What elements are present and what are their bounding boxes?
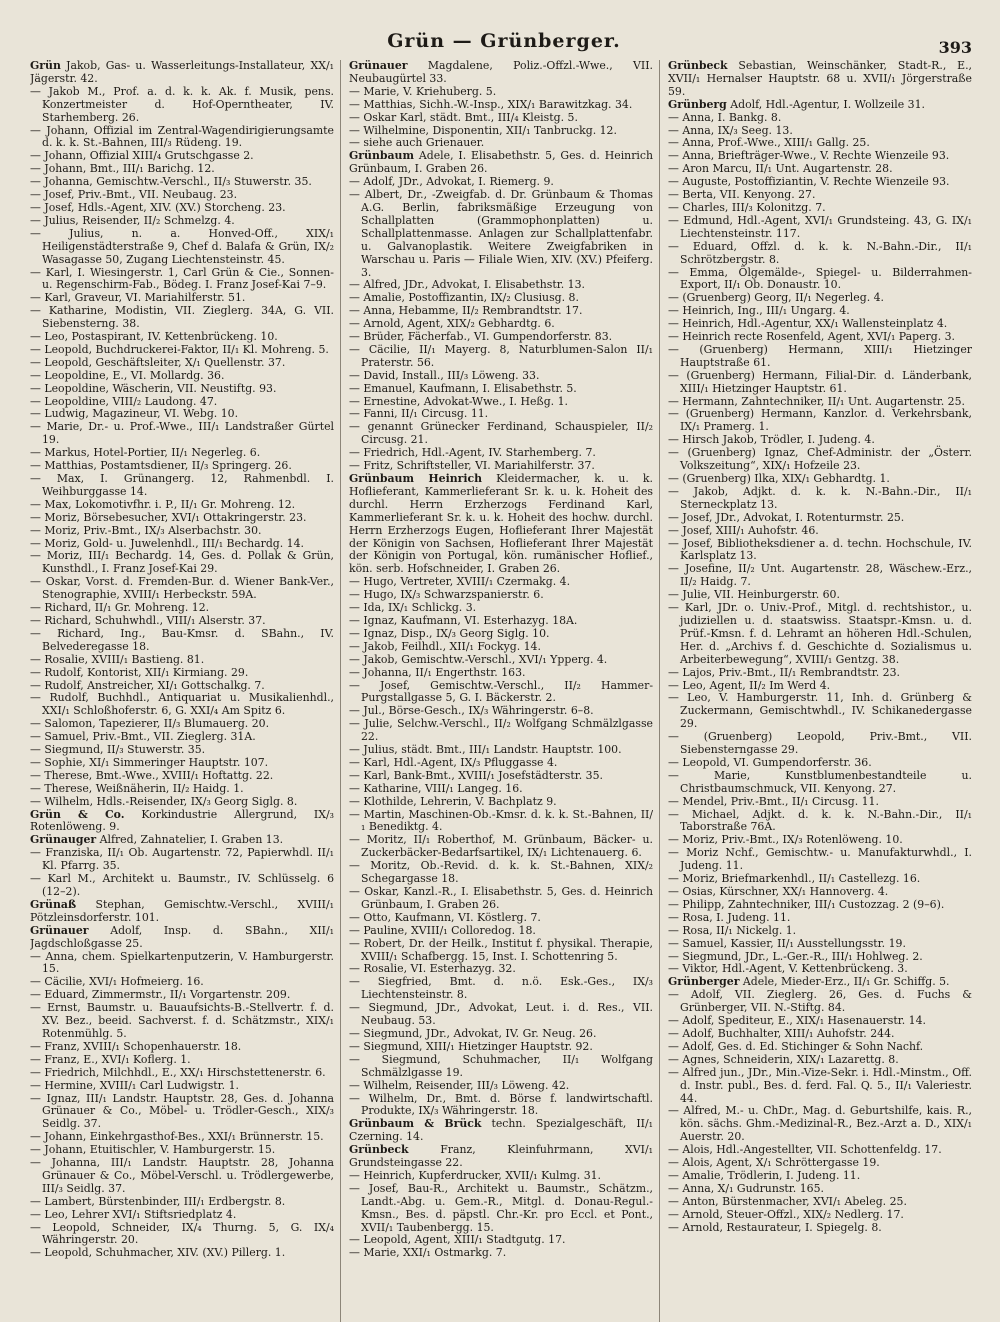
directory-entry: [349, 718, 653, 744]
entry-text: Ignaz, III/₁ Landstr. Hauptstr. 28, Ges. d. Johanna Grünauer & Co., Möbel- u. Trödler-Gesch., XIX/₃ Seidlg. 37.: [42, 1091, 334, 1131]
directory-entry: [668, 370, 972, 396]
directory-entry: [30, 576, 334, 602]
directory-entry: [668, 1222, 972, 1235]
entry-text: Anna, X/₁ Gudrunstr. 165.: [682, 1181, 824, 1195]
entry-text: Julius, n. a. Honved-Off., XIX/₁ Heiligenstädterstraße 9, Chef d. Balafa & Grün, IX/₂ Wasagasse 50, Zugang Liechtensteinstr. 45.: [42, 226, 334, 266]
directory-entry: [30, 1222, 334, 1248]
entry-text: Leopold, VI. Gumpendorferstr. 36.: [682, 755, 872, 769]
entry-text: Siegmund, Schuhmacher, II/₁ Wolfgang Schmälzlgasse 19.: [361, 1052, 653, 1079]
entry-text: Leo, Agent, II/₂ Im Werd 4.: [682, 678, 831, 692]
entry-text: Richard, Ing., Bau-Kmsr. d. SBahn., IV. Belvederegasse 18.: [42, 626, 334, 653]
entry-text: Korkindustrie Allergrund, IX/₃ Rotenlöweng. 9.: [30, 807, 334, 834]
entry-text: Anna, Prof.-Wwe., XIII/₁ Gallg. 25.: [682, 136, 870, 150]
entry-text: Pauline, XVIII/₁ Colloredog. 18.: [363, 923, 536, 937]
entry-text: Hermann, Zahntechniker, II/₁ Unt. Augartenstr. 25.: [682, 394, 965, 408]
entry-text: Martin, Maschinen-Ob.-Kmsr. d. k. k. St.-Bahnen, II/₁ Benediktg. 4.: [361, 807, 653, 834]
directory-entry: [668, 989, 972, 1015]
entry-text: Fanni, II/₁ Circusg. 11.: [363, 407, 489, 421]
entry-text: Jakob, Feilhdl., XII/₁ Fockyg. 14.: [363, 639, 541, 653]
entry-text: Heinrich, Kupferdrucker, XVII/₁ Kulmg. 31.: [363, 1168, 602, 1182]
entry-text: Josef, Gemischtw.-Verschl., II/₂ Hammer-Purgstallgasse 5, G. I. Bäckerstr. 2.: [361, 678, 653, 705]
directory-entry: [30, 847, 334, 873]
entry-text: Ernst, Baumstr. u. Bauaufsichts-B.-Stellvertr. f. d. XV. Bez., beeid. Sachverst. f. d. Schätzmstr., XIX/₁ Rotenmühlg. 5.: [42, 1001, 334, 1040]
entry-text: Wilhelm, Dr., Bmt. d. Börse f. landwirtschaftl. Produkte, IX/₃ Währingerstr. 18.: [361, 1091, 653, 1118]
entry-text: Siegmund, JDr., Advokat, IV. Gr. Neug. 26.: [363, 1026, 597, 1040]
entry-text: Agnes, Schneiderin, XIX/₁ Lazarettg. 8.: [682, 1052, 899, 1066]
entry-text: Josef, JDr., Advokat, I. Rotenturmstr. 25.: [682, 510, 905, 524]
entry-text: Rosa, I. Judeng. 11.: [682, 910, 791, 924]
entry-text: Anna, IX/₃ Seeg. 13.: [682, 123, 793, 137]
entry-text: Wilhelmine, Disponentin, XII/₁ Tanbruckg. 12.: [363, 123, 617, 137]
surname: Grünbaum Heinrich: [349, 472, 483, 485]
directory-entry: [668, 486, 972, 512]
entry-text: Katharine, VIII/₁ Langeg. 16.: [363, 781, 523, 795]
directory-entry: [668, 1067, 972, 1106]
entry-text: Arnold, Agent, XIX/₂ Gebhardtg. 6.: [363, 317, 555, 331]
entry-text: Heinrich, Hdl.-Agentur, XX/₁ Wallensteinplatz 4.: [682, 317, 948, 331]
directory-entry-head: [349, 60, 653, 86]
entry-text: Samuel, Kassier, II/₁ Ausstellungsstr. 19.: [682, 936, 906, 950]
entry-text: Franz, Kleinfuhrmann, XVI/₁ Grundsteingasse 22.: [349, 1143, 653, 1170]
entry-text: Ignaz, Kaufmann, VI. Esterhazyg. 18A.: [363, 613, 578, 627]
entry-text: Johann, Bmt., III/₁ Barichg. 12.: [44, 162, 215, 176]
entry-text: Robert, Dr. der Heilk., Institut f. physikal. Therapie, XVIII/₁ Schafbergg. 15, Inst. I. Schottenring 5.: [361, 936, 653, 963]
entry-text: Oskar, Kanzl.-R., I. Elisabethstr. 5, Ges. d. Heinrich Grünbaum, I. Graben 26.: [361, 885, 653, 911]
entry-text: Marie, V. Kriehuberg. 5.: [363, 84, 497, 98]
entry-text: Therese, Bmt.-Wwe., XVIII/₁ Hoftattg. 22.: [44, 768, 274, 782]
surname: Grünauer: [349, 60, 408, 72]
entry-text: Adolf, Ges. d. Ed. Stichinger & Sohn Nachf.: [682, 1039, 924, 1053]
directory-entry: [349, 1002, 653, 1028]
entry-text: genannt Grünecker Ferdinand, Schauspieler, II/₂ Circusg. 21.: [361, 420, 653, 447]
entry-text: Adele, Mieder-Erz., II/₁ Gr. Schiffg. 5.: [739, 975, 950, 989]
entry-text: Max, Lokomotivfhr. i. P., II/₁ Gr. Mohreng. 12.: [44, 497, 296, 511]
entry-text: Josef, Hdls.-Agent, XIV. (XV.) Storcheng. 23.: [44, 200, 286, 214]
column-2: [349, 60, 660, 1322]
entry-text: Friedrich, Hdl.-Agent, IV. Starhemberg. 7.: [363, 446, 596, 460]
entry-text: Adele, I. Elisabethstr. 5, Ges. d. Heinrich Grünbaum, I. Graben 26.: [349, 149, 653, 176]
directory-entry: [30, 86, 334, 125]
directory-entry: [668, 770, 972, 796]
entry-text: Adolf, Buchhalter, XIII/₁ Auhofstr. 244.: [682, 1026, 895, 1040]
entry-text: Marie, XXI/₁ Ostmarkg. 7.: [363, 1246, 507, 1260]
directory-entry: [349, 1247, 653, 1260]
surname: Grünbaum: [349, 149, 414, 163]
entry-text: Franz, XVIII/₁ Schopenhauerstr. 18.: [44, 1039, 242, 1053]
entry-text: Julie, Selchw.-Verschl., II/₂ Wolfgang Schmälzlgasse 22.: [361, 717, 653, 744]
directory-entry: [349, 1093, 653, 1119]
directory-entry: [30, 125, 334, 151]
entry-text: Salomon, Tapezierer, II/₃ Blumauerg. 20.: [44, 717, 270, 731]
entry-text: Alfred, JDr., Advokat, I. Elisabethstr. 13.: [363, 278, 585, 292]
entry-text: (Gruenberg) Ilka, XIX/₁ Gebhardtg. 1.: [682, 472, 890, 485]
entry-text: Leopoldine, E., VI. Mollardg. 36.: [44, 368, 225, 382]
directory-entry: [30, 267, 334, 293]
entry-text: Anna, I. Bankg. 8.: [682, 110, 782, 124]
entry-text: Karl, Hdl.-Agent, IX/₃ Pfluggasse 4.: [363, 755, 558, 769]
directory-entry: [668, 408, 972, 434]
directory-entry: [30, 1002, 334, 1041]
directory-entry: [668, 809, 972, 835]
entry-text: Max, I. Grünangerg. 12, Rahmenbdl. I. Weihburggasse 14.: [42, 472, 334, 498]
entry-text: Heinrich, Ing., III/₁ Ungarg. 4.: [682, 304, 850, 318]
entry-text: Alois, Hdl.-Angestellter, VII. Schottenfeldg. 17.: [682, 1143, 942, 1157]
entry-text: Marie, Kunstblumenbestandteile u. Christbaumschmuck, VII. Kenyong. 27.: [680, 768, 972, 795]
directory-entry-head: [30, 60, 334, 86]
entry-text: Amalie, Trödlerin, I. Judeng. 11.: [682, 1168, 861, 1182]
surname: Grünauger: [30, 833, 97, 847]
entry-text: Jakob, Adjkt. d. k. k. N.-Bahn.-Dir., II/₁ Sterneckplatz 13.: [680, 484, 972, 511]
entry-text: Cäcilie, XVI/₁ Hofmeierg. 16.: [44, 975, 204, 989]
directory-entry: [30, 228, 334, 267]
directory-entry: [30, 1247, 334, 1260]
entry-text: (Gruenberg) Hermann, Kanzlor. d. Verkehrsbank, IX/₁ Pramerg. 1.: [680, 407, 972, 434]
entry-text: Auguste, Postoffiziantin, V. Rechte Wienzeile 93.: [682, 175, 950, 189]
surname: Grünberger: [668, 975, 740, 989]
entry-text: Lambert, Bürstenbinder, III/₁ Erdbergstr. 8.: [44, 1194, 286, 1208]
directory-entry: [30, 421, 334, 447]
directory-entry: [349, 421, 653, 447]
entry-text: Matthias, Sichh.-W.-Insp., XIX/₁ Barawitzkag. 34.: [363, 97, 633, 111]
entry-text: Karl M., Architekt u. Baumstr., IV. Schlüsselg. 6 (12–2).: [42, 872, 334, 898]
entry-text: Julius, städt. Bmt., III/₁ Landstr. Hauptstr. 100.: [363, 743, 622, 757]
entry-text: Leopoldine, VIII/₂ Laudong. 47.: [44, 394, 218, 408]
entry-text: Mendel, Priv.-Bmt., II/₁ Circusg. 11.: [682, 794, 879, 808]
entry-text: Ida, IX/₁ Schlickg. 3.: [363, 601, 477, 615]
entry-text: Ludwig, Magazineur, VI. Webg. 10.: [44, 407, 239, 421]
entry-text: Leo, Postaspirant, IV. Kettenbrückeng. 10.: [44, 330, 278, 344]
entry-text: Rudolf, Buchhdl., Antiquariat u. Musikalienhdl., XXI/₁ Schloßhoferstr. 6, G. XXI/₄ Am Spitz 6.: [42, 691, 334, 718]
columns: [30, 60, 978, 1322]
entry-text: Arnold, Steuer-Offzl., XIX/₂ Nedlerg. 17.: [682, 1207, 904, 1221]
entry-text: Friedrich, Milchhdl., E., XX/₁ Hirschstettenerstr. 6.: [44, 1065, 326, 1079]
entry-text: Leo, V. Hamburgerstr. 11, Inh. d. Grünberg & Zuckermann, Gemischtwhdl., IV. Schikanedergasse 29.: [680, 691, 973, 731]
entry-text: Karl, Graveur, VI. Mariahilferstr. 51.: [44, 291, 246, 305]
entry-text: Fritz, Schriftsteller, VI. Mariahilferstr. 37.: [363, 459, 595, 473]
directory-entry-head: [30, 809, 334, 835]
entry-text: Leopold, Schuhmacher, XIV. (XV.) Pillerg. 1.: [44, 1246, 286, 1260]
entry-text: Hugo, IX/₃ Schwarzspanierstr. 6.: [363, 588, 544, 602]
entry-text: Otto, Kaufmann, VI. Köstlerg. 7.: [363, 910, 541, 924]
surname: Grün: [30, 60, 61, 72]
directory-entry: [668, 1105, 972, 1144]
surname: Grünauer: [30, 923, 89, 937]
entry-text: Moriz, Gold- u. Juwelenhdl., III/₁ Bechardg. 14.: [44, 536, 305, 550]
directory-entry: [668, 538, 972, 564]
entry-text: Ernestine, Advokat-Wwe., I. Heßg. 1.: [363, 394, 568, 408]
entry-text: Anna, Briefträger-Wwe., V. Rechte Wienzeile 93.: [682, 149, 950, 163]
entry-text: Siegfried, Bmt. d. n.ö. Esk.-Ges., IX/₃ Liechtensteinstr. 8.: [361, 975, 653, 1002]
directory-entry: [668, 602, 972, 667]
entry-text: Stephan, Gemischtw.-Verschl., XVIII/₁ Pötzleinsdorferstr. 101.: [30, 897, 334, 924]
entry-text: Julius, Reisender, II/₂ Schmelzg. 4.: [44, 213, 235, 227]
directory-entry: [30, 628, 334, 654]
entry-text: Hermine, XVIII/₁ Carl Ludwigstr. 1.: [44, 1078, 239, 1092]
directory-entry: [349, 938, 653, 964]
entry-text: Kleidermacher, k. u. k. Hoflieferant, Kammerlieferant Sr. k. u. k. Hoheit des durchl. Herrn Erzherzogs Ferdinand Karl, Kammerlieferant Sr. k. u. k. Hoheit des hochw. durchl. Herrn Erzherzogs Eugen, Hoflieferant Ihrer Majestät der Königin von Sachsen, Hoflieferant Ihrer Majestät der Königin von Portugal, kön. rumänischer Hoflief., kön. serb. Hofschneider, I. Graben 26.: [349, 472, 653, 576]
entry-text: (Gruenberg) Georg, II/₁ Negerleg. 4.: [682, 291, 885, 305]
entry-text: Oskar, Vorst. d. Fremden-Bur. d. Wiener Bank-Ver., Stenographie, XVIII/₁ Herbeckstr. 59A.: [42, 575, 334, 602]
entry-text: Alfred, Zahnatelier, I. Graben 13.: [96, 833, 284, 847]
entry-text: Aron Marcu, II/₁ Unt. Augartenstr. 28.: [682, 162, 893, 176]
entry-text: Jakob, Gas- u. Wasserleitungs-Installateur, XX/₁ Jägerstr. 42.: [30, 60, 334, 85]
entry-text: Richard, Schuhwhdl., VIII/₁ Alserstr. 37.: [44, 613, 266, 627]
entry-text: Adolf, Insp. d. SBahn., XII/₁ Jagdschloßgasse 25.: [30, 923, 334, 950]
directory-entry: [30, 550, 334, 576]
entry-text: Matthias, Postamtsdiener, II/₃ Springerg. 26.: [44, 459, 292, 473]
entry-text: Leopold, Geschäftsleiter, X/₁ Quellenstr. 37.: [44, 355, 286, 369]
entry-text: Emma, Ölgemälde-, Spiegel- u. Bilderrahmen-Export, II/₁ Ob. Donaustr. 10.: [680, 265, 972, 292]
entry-text: Eduard, Zimmermstr., II/₁ Vorgartenstr. 209.: [44, 988, 291, 1002]
entry-text: Rosalie, XVIII/₁ Bastieng. 81.: [44, 652, 205, 666]
entry-text: Hugo, Vertreter, XVIII/₁ Czermakg. 4.: [363, 575, 571, 589]
entry-text: Heinrich recte Rosenfeld, Agent, XVI/₁ Paperg. 3.: [682, 330, 956, 344]
entry-text: Alfred jun., JDr., Min.-Vize-Sekr. i. Hdl.-Minstm., Off. d. Instr. publ., Bes. d. ferd. Fal. Q. 5., II/₁ Valeriestr. 44.: [680, 1065, 972, 1105]
entry-text: Ignaz, Disp., IX/₃ Georg Siglg. 10.: [363, 626, 550, 640]
entry-text: Anna, Hebamme, II/₂ Rembrandtstr. 17.: [363, 304, 583, 318]
entry-text: Cäcilie, II/₁ Mayerg. 8, Naturblumen-Salon II/₁ Praterstr. 56.: [361, 342, 653, 369]
directory-entry: [30, 305, 334, 331]
entry-text: siehe auch Grienauer.: [363, 136, 485, 150]
entry-text: Siegmund, XIII/₁ Hietzinger Hauptstr. 92.: [363, 1039, 593, 1053]
entry-text: Arnold, Restaurateur, I. Spiegelg. 8.: [682, 1220, 882, 1234]
entry-text: Johann, Offizial im Zentral-Wagendirigierungsamte d. k. k. St.-Bahnen, III/₃ Rüdeng. 19.: [42, 123, 335, 150]
entry-text: Klothilde, Lehrerin, V. Bachplatz 9.: [363, 794, 557, 808]
surname: Grünbeck: [349, 1143, 409, 1157]
header-title: Grün — Grünberger.: [387, 30, 621, 52]
directory-entry: [668, 563, 972, 589]
entry-text: Leopoldine, Wäscherin, VII. Neustiftg. 93.: [44, 381, 277, 395]
directory-entry: [349, 834, 653, 860]
directory-entry: [30, 473, 334, 499]
directory-entry-head: [30, 899, 334, 925]
entry-text: Wilhelm, Hdls.-Reisender, IX/₃ Georg Siglg. 8.: [44, 794, 298, 808]
entry-text: (Gruenberg) Hermann, XIII/₁ Hietzinger Hauptstraße 61.: [680, 342, 973, 369]
directory-entry: [349, 809, 653, 835]
entry-text: Alois, Agent, X/₁ Schröttergasse 19.: [682, 1156, 880, 1170]
directory-entry: [30, 951, 334, 977]
directory-entry-head: [30, 925, 334, 951]
entry-text: Franz, E., XVI/₁ Koflerg. 1.: [44, 1052, 191, 1066]
entry-text: Sebastian, Weinschänker, Stadt-R., E., XVII/₁ Hernalser Hauptstr. 68 u. XVII/₁ Jörgerstraße 59.: [668, 60, 972, 98]
entry-text: Moritz, Ob.-Revid. d. k. k. St.-Bahnen, XIX/₂ Schegargasse 18.: [361, 859, 653, 886]
entry-text: Moriz, Briefmarkenhdl., II/₁ Castellezg. 16.: [682, 872, 921, 886]
entry-text: Johann, Einkehrgasthof-Bes., XXI/₁ Brünnerstr. 15.: [44, 1130, 324, 1144]
directory-entry: [668, 731, 972, 757]
entry-text: Viktor, Hdl.-Agent, V. Kettenbrückeng. 3.: [682, 962, 908, 976]
entry-text: Samuel, Priv.-Bmt., VII. Zieglerg. 31A.: [44, 730, 256, 744]
entry-text: Johann, Offizial XIII/₄ Grutschgasse 2.: [44, 149, 254, 163]
entry-text: Adolf, Hdl.-Agentur, I. Wollzeile 31.: [726, 97, 925, 111]
column-3: [668, 60, 978, 1322]
entry-text: Therese, Weißnäherin, II/₂ Haidg. 1.: [44, 781, 244, 795]
entry-text: Karl, JDr. o. Univ.-Prof., Mitgl. d. rechtshistor., u. judiziellen u. d. staatswiss. Staatspr.-Kmsn. u. d. Prüf.-Kmsn. f. d. Lehramt an höheren Hdl.-Schulen, Her. d. „Archivs f. d. Geschichte d. Sozialismus u. Arbeiterbewegung“, XVIII/₁ Gentzg. 38.: [680, 601, 972, 666]
entry-text: (Gruenberg) Ignaz, Chef-Administr. der „Österr. Volkszeitung“, XIX/₁ Hofzeile 23.: [680, 446, 972, 473]
entry-text: Moriz, Börsebesucher, XVI/₁ Ottakringerstr. 23.: [44, 510, 307, 524]
entry-text: Adolf, Spediteur, E., XIX/₁ Hasenauerstr. 14.: [682, 1014, 926, 1028]
directory-entry: [30, 873, 334, 899]
directory-entry: [349, 976, 653, 1002]
directory-entry: [668, 447, 972, 473]
entry-text: Eduard, Offzl. d. k. k. N.-Bahn.-Dir., II/₁ Schrötzbergstr. 8.: [680, 239, 973, 266]
entry-text: Magdalene, Poliz.-Offzl.-Wwe., VII. Neubaugürtel 33.: [349, 60, 653, 85]
entry-text: Karl, Bank-Bmt., XVIII/₁ Josefstädterstr. 35.: [363, 768, 603, 782]
directory-entry: [668, 215, 972, 241]
directory-entry: [349, 1183, 653, 1235]
entry-text: Moriz Nchf., Gemischtw.- u. Manufakturwhdl., I. Judeng. 11.: [680, 846, 972, 873]
entry-text: Moriz, Priv.-Bmt., IX/₃ Alserbachstr. 30.: [44, 523, 262, 537]
entry-text: Johann, Etuitischler, V. Hamburgerstr. 15.: [44, 1143, 276, 1157]
entry-text: Rosalie, VI. Esterhazyg. 32.: [363, 962, 516, 976]
entry-text: Josef, Priv.-Bmt., VII. Neubaug. 23.: [44, 188, 238, 202]
entry-text: Philipp, Zahntechniker, III/₁ Custozzag. 2 (9–6).: [682, 897, 945, 911]
entry-text: Karl, I. Wiesingerstr. 1, Carl Grün & Cie., Sonnen- u. Regenschirm-Fab., Bödeg. I. Franz Josef-Kai 7–9.: [42, 265, 334, 292]
entry-text: Josef, Bibliotheksdiener a. d. techn. Hochschule, IV. Karlsplatz 13.: [680, 536, 973, 563]
entry-text: Siegmund, II/₃ Stuwerstr. 35.: [44, 743, 206, 757]
entry-text: Jul., Börse-Gesch., IX/₃ Währingerstr. 6–8.: [363, 704, 594, 718]
page-header: [30, 30, 978, 60]
entry-text: Hirsch Jakob, Trödler, I. Judeng. 4.: [682, 433, 875, 447]
entry-text: Markus, Hotel-Portier, II/₁ Negerleg. 6.: [44, 446, 261, 460]
entry-text: Leo, Lehrer XVI/₁ Stiftsriedplatz 4.: [44, 1207, 237, 1221]
directory-entry-head: [668, 60, 972, 99]
entry-text: Jakob M., Prof. a. d. k. k. Ak. f. Musik, pens. Konzertmeister d. Hof-Operntheater, IV. Starhemberg. 26.: [42, 84, 334, 124]
entry-text: Josefine, II/₂ Unt. Augartenstr. 28, Wäschew.-Erz., II/₂ Haidg. 7.: [680, 562, 972, 589]
entry-text: Leopold, Buchdruckerei-Faktor, II/₁ Kl. Mohreng. 5.: [44, 342, 329, 356]
entry-text: Anna, chem. Spielkartenputzerin, V. Hamburgerstr. 15.: [42, 949, 335, 976]
directory-entry: [668, 267, 972, 293]
entry-text: Amalie, Postoffizantin, IX/₂ Clusiusg. 8.: [363, 291, 579, 305]
entry-text: Moriz, III/₁ Bechardg. 14, Ges. d. Pollak & Grün, Kunsthdl., I. Franz Josef-Kai 29.: [42, 549, 335, 576]
entry-text: Siegmund, JDr., L.-Ger.-R., III/₁ Hohlweg. 2.: [682, 949, 923, 963]
entry-text: Rosa, II/₁ Nickelg. 1.: [682, 923, 797, 937]
entry-text: Berta, VII. Kenyong. 27.: [682, 188, 816, 202]
entry-text: (Gruenberg) Hermann, Filial-Dir. d. Länderbank, XIII/₁ Hietzinger Hauptstr. 61.: [680, 368, 972, 395]
entry-text: Oskar Karl, städt. Bmt., III/₄ Kleistg. 5.: [363, 110, 578, 124]
surname: Grünaß: [30, 897, 77, 911]
directory-entry: [349, 344, 653, 370]
entry-text: Richard, II/₁ Gr. Mohreng. 12.: [44, 601, 210, 615]
directory-entry: [349, 886, 653, 912]
entry-text: Michael, Adjkt. d. k. k. N.-Bahn.-Dir., II/₁ Taborstraße 76A.: [680, 807, 972, 834]
entry-text: Moritz, II/₁ Roberthof, M. Grünbaum, Bäcker- u. Zuckerbäcker-Bedarfsartikel, IX/₁ Lichtenauerg. 6.: [361, 833, 653, 860]
directory-entry: [349, 1054, 653, 1080]
directory-entry-head: [349, 473, 653, 576]
entry-text: Johanna, III/₁ Landstr. Hauptstr. 28, Johanna Grünauer & Co., Möbel-Verschl. u. Trödlergewerbe, III/₃ Seidlg. 37.: [42, 1156, 334, 1195]
entry-text: Adolf, VII. Zieglerg. 26, Ges. d. Fuchs & Grünberger, VII. N.-Stiftg. 84.: [680, 988, 972, 1015]
entry-text: Johanna, II/₁ Engerthstr. 163.: [363, 665, 526, 679]
directory-entry: [668, 692, 972, 731]
entry-text: Osias, Kürschner, XX/₁ Hannoverg. 4.: [682, 885, 889, 898]
entry-text: Julie, VII. Heinburgerstr. 60.: [682, 588, 840, 602]
entry-text: Moriz, Priv.-Bmt., IX/₃ Rotenlöweng. 10.: [682, 833, 903, 847]
entry-text: (Gruenberg) Leopold, Priv.-Bmt., VII. Siebensterngasse 29.: [680, 730, 972, 757]
entry-text: Wilhelm, Reisender, III/₃ Löweng. 42.: [363, 1078, 570, 1092]
entry-text: Sophie, XI/₁ Simmeringer Hauptstr. 107.: [44, 755, 269, 769]
entry-text: Jakob, Gemischtw.-Verschl., XVI/₁ Ypperg. 4.: [363, 652, 608, 666]
directory-entry: [349, 189, 653, 279]
directory-entry: [30, 1093, 334, 1132]
entry-text: Marie, Dr.- u. Prof.-Wwe., III/₁ Landstraßer Gürtel 19.: [42, 420, 334, 447]
entry-text: Josef, Bau-R., Architekt u. Baumstr., Schätzm., Landt.-Abg. u. Gem.-R., Mitgl. d. Donau-Regul.-Kmsn., Bes. d. päpstl. Chr.-Kr. pro Eccl. et Pont., XVII/₁ Taubenbergg. 15.: [361, 1181, 653, 1234]
entry-text: Josef, XIII/₁ Auhofstr. 46.: [682, 523, 819, 537]
page-number: 393: [938, 38, 972, 57]
entry-text: Adolf, JDr., Advokat, I. Riemerg. 9.: [363, 175, 554, 189]
surname: Grünbeck: [668, 60, 728, 72]
column-1: [30, 60, 341, 1322]
entry-text: Emanuel, Kaufmann, I. Elisabethstr. 5.: [363, 381, 577, 395]
surname: Grün & Co.: [30, 807, 125, 821]
entry-text: Johanna, Gemischtw.-Verschl., II/₃ Stuwerstr. 35.: [44, 175, 312, 189]
entry-text: Siegmund, JDr., Advokat, Leut. i. d. Res., VII. Neubaug. 53.: [361, 1001, 653, 1028]
directory-entry: [30, 692, 334, 718]
directory-entry: [349, 860, 653, 886]
entry-text: Rudolf, Kontorist, XII/₁ Kirmiang. 29.: [44, 665, 249, 679]
directory-entry: [668, 241, 972, 267]
entry-text: Leopold, Schneider, IX/₄ Thurng. 5, G. IX/₄ Währingerstr. 20.: [42, 1220, 334, 1247]
entry-text: Albert, Dr., -Zweigfab. d. Dr. Grünbaum & Thomas A.G. Berlin, fabriksmäßige Erzeugung von Schallplatten (Grammophonplatten) u. Schallplattenmasse. Anlagen zur Schallplattenfabr. u. Galvanoplastik. Weitere Zweigfabriken in Warschau u. Paris — Filiale Wien, XIV. (XV.) Pfeiferg. 3.: [361, 188, 653, 279]
surname: Grünbaum & Brück: [349, 1117, 482, 1131]
directory-entry: [349, 680, 653, 706]
directory-entry-head: [349, 150, 653, 176]
surname: Grünberg: [668, 97, 727, 111]
entry-text: Franziska, II/₁ Ob. Augartenstr. 72, Papierwhdl. II/₁ Kl. Pfarrg. 35.: [42, 846, 335, 873]
directory-entry: [668, 847, 972, 873]
entry-text: Anton, Bürstenmacher, XVI/₁ Abeleg. 25.: [682, 1194, 907, 1208]
directory-entry: [668, 344, 972, 370]
entry-text: Rudolf, Anstreicher, XI/₁ Gottschalkg. 7.: [44, 678, 265, 692]
entry-text: Brüder, Fächerfab., VI. Gumpendorferstr. 83.: [363, 330, 613, 344]
entry-text: Leopold, Agent, XIII/₁ Stadtgutg. 17.: [363, 1233, 566, 1247]
directory-entry-head: [349, 1144, 653, 1170]
directory-entry-head: [349, 1118, 653, 1144]
entry-text: Edmund, Hdl.-Agent, XVI/₁ Grundsteing. 43, G. IX/₁ Liechtensteinstr. 117.: [680, 213, 973, 240]
entry-text: Alfred, M.- u. ChDr., Mag. d. Geburtshilfe, kais. R., kön. sächs. Ghm.-Medizinal-R., Bez.-Arzt a. D., XIX/₁ Auerstr. 20.: [680, 1104, 973, 1144]
entry-text: Lajos, Priv.-Bmt., II/₁ Rembrandtstr. 23.: [682, 665, 900, 679]
entry-text: Charles, III/₃ Kolonitzg. 7.: [682, 200, 826, 214]
entry-text: techn. Spezialgeschäft, II/₁ Czerning. 14.: [349, 1117, 653, 1144]
entry-text: Katharine, Modistin, VII. Zieglerg. 34A, G. VII. Siebensterng. 38.: [42, 304, 334, 331]
entry-text: David, Install., III/₃ Löweng. 33.: [363, 368, 540, 382]
directory-entry: [30, 1157, 334, 1196]
